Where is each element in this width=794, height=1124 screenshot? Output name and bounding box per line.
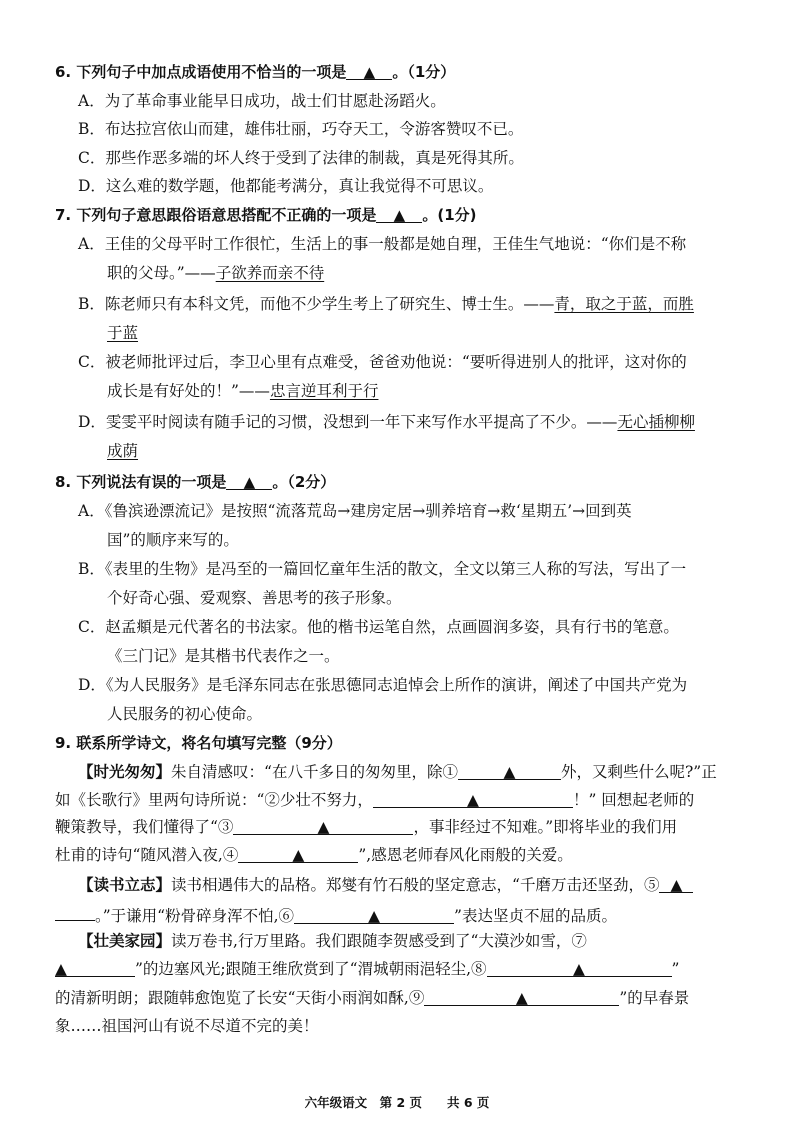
q8-mark: ▲ [243,473,256,491]
q9-blank-9[interactable] [424,988,619,1006]
q9-blank-7[interactable] [55,959,135,977]
q9-p1-line2 [55,790,694,810]
q9-mark-9: ▲ [515,989,528,1007]
q9-blank-6[interactable] [294,906,454,924]
q7-answer-blank[interactable] [376,205,422,223]
page-footer: 六年级语文 第 2 页 共 6 页 [304,1095,490,1110]
q9-blank-5b[interactable] [55,903,95,921]
q9-p3-text5: ”的早春景 [619,989,690,1007]
q9-blank-3[interactable] [233,817,413,835]
q9-p1-text5: 鞭策教导，我们懂得了“③ [55,818,234,836]
q8-option-d-line2: 人民服务的初心使命。 [107,705,263,723]
q7-c-proverb: 忠言逆耳利于行 [269,382,379,400]
q9-mark-3: ▲ [317,818,330,836]
q7-tail: 。(1分) [422,206,477,224]
q9-p3-tag: 【壮美家园】 [78,931,172,950]
q7-stem: 7. 下列句子意思跟俗语意思搭配不正确的一项是 [55,206,377,224]
q6-tail: 。（1分） [392,63,456,81]
q7-option-c-line2 [107,381,378,401]
q8-option-c-line1: C．赵孟頫是元代著名的书法家。他的楷书运笔自然，点画圆润多姿，具有行书的笔意。 [78,618,679,636]
q6-option-d: D．这么难的数学题，他都能考满分，真让我觉得不可思议。 [78,177,494,195]
q6-option-b: B．布达拉宫依山而建，雄伟壮丽，巧夺天工，令游客赞叹不已。 [78,120,524,138]
q7-option-b-line1 [78,294,694,314]
q9-p3-text3: ” [671,960,680,978]
q9-mark-8: ▲ [573,960,585,978]
q9-p1-text2: 外，又剩些什么呢?”正 [560,763,717,781]
q9-p2-text1: 读书相遇伟大的品格。郑燮有竹石般的坚定意志，“千磨万击还坚劲，⑤ [171,876,660,894]
q8-option-d-line1: D．《为人民服务》是毛泽东同志在张思德同志追悼会上所作的演讲，阐述了中国共产党为 [78,676,688,694]
q9-blank-1[interactable] [458,762,561,780]
q9-mark-5: ▲ [670,876,683,894]
q9-p1-text8: ”,感恩老师春风化雨般的关爱。 [358,846,573,864]
q7-option-d-line2 [107,441,138,461]
q6-option-a: A．为了革命事业能早日成功，战士们甘愿赴汤蹈火。 [78,92,446,110]
q9-blank-5a[interactable] [659,875,693,893]
q8-tail: 。（2分） [272,473,336,491]
q7-c-text: 成长是有好处的！”—— [107,382,270,400]
q9-p1-line1 [78,762,717,782]
q8-option-a-line2: 国”的顺序来写的。 [107,531,239,549]
q9-p1-text6: ，事非经过不知难。”即将毕业的我们用 [413,818,678,836]
q8-stem-line [55,472,335,492]
q9-p3-text4: 的清新明朗；跟随韩愈饱览了长安“天街小雨润如酥,⑨ [55,989,425,1007]
q9-mark-4: ▲ [292,846,305,864]
q6-mark: ▲ [363,63,376,81]
q6-stem: 6. 下列句子中加点成语使用不恰当的一项是 [55,63,347,81]
q7-option-a-line2 [107,263,324,283]
q7-d-proverb-cont: 成荫 [107,442,139,460]
q8-stem: 8. 下列说法有误的一项是 [55,473,227,491]
q7-d-text: D．雯雯平时阅读有随手记的习惯，没想到一年下来写作水平提高了不少。—— [78,413,618,431]
q9-p1-tag: 【时光匆匆】 [78,762,172,781]
q7-a-proverb: 子欲养而亲不待 [215,264,325,282]
q8-option-c-line2: 《三门记》是其楷书代表作之一。 [107,647,340,665]
q9-p2-line2 [55,903,617,926]
q7-option-a-line1: A．王佳的父母平时工作很忙，生活上的事一般都是她自理，王佳生气地说：“你们是不称 [78,235,687,253]
q7-b-text: B．陈老师只有本科文凭，而他不少学生考上了研究生、博士生。—— [78,295,555,313]
q9-p3-line2 [55,959,679,979]
q7-option-d-line1 [78,412,695,432]
q9-blank-8[interactable] [487,959,672,977]
q8-option-b-line1: B．《表里的生物》是冯至的一篇回忆童年生活的散文，全文以第三人称的写法，写出了一 [78,560,687,578]
q9-mark-6: ▲ [368,907,380,925]
q8-option-b-line2: 个好奇心强、爱观察、善思考的孩子形象。 [107,589,402,607]
q8-answer-blank[interactable] [226,472,272,490]
q9-p3-text1: 读万卷书,行万里路。我们跟随李贺感受到了“大漠沙如雪，⑦ [171,932,587,950]
q9-p2-text3: ”表达坚贞不屈的品质。 [454,907,617,925]
q7-stem-line [55,205,477,225]
q9-mark-2: ▲ [466,791,479,809]
q7-b-proverb-cont: 于蓝 [107,324,139,342]
q7-a-text: 职的父母。”—— [107,264,216,282]
q7-b-proverb: 青，取之于蓝，而胜 [554,295,694,313]
q6-answer-blank[interactable] [346,62,392,80]
q9-p2-text2: 。”于谦用“粉骨碎身浑不怕,⑥ [95,907,295,925]
q7-mark: ▲ [393,206,406,224]
q9-p3-line4: 象……祖国河山有说不尽道不完的美！ [55,1017,319,1035]
q9-p1-line3 [55,817,677,837]
q9-p2-tag: 【读书立志】 [78,875,172,894]
q9-p3-text2: ”的边塞风光;跟随王维欣赏到了“渭城朝雨浥轻尘,⑧ [135,960,487,978]
q7-d-proverb: 无心插柳柳 [617,413,695,431]
q6-stem-line [55,62,455,82]
q9-p1-text3: 如《长歌行》里两句诗所说：“②少壮不努力， [55,791,373,809]
q9-p3-line1 [78,931,587,951]
q7-option-b-line2 [107,323,138,343]
q9-p1-line4 [55,845,573,865]
q6-option-c: C．那些作恶多端的坏人终于受到了法律的制裁，真是死得其所。 [78,149,524,167]
q9-p1-text7: 杜甫的诗句“随风潜入夜,④ [55,846,239,864]
q9-blank-4[interactable] [238,845,358,863]
q9-p3-line3 [55,988,689,1008]
q7-option-c-line1: C．被老师批评过后，李卫心里有点难受，爸爸劝他说：“要听得进别人的批评，这对你的 [78,353,687,371]
q9-p2-line1 [78,875,693,895]
q9-mark-7: ▲ [55,960,67,978]
q9-p1-text4: ！” 回想起老师的 [572,791,695,809]
q8-option-a-line1: A．《鲁滨逊漂流记》是按照“流落荒岛→建房定居→驯养培育→救‘星期五’→回到英 [78,502,632,520]
q9-p1-text1: 朱自清感叹：“在八千多日的匆匆里，除① [171,763,458,781]
q9-mark-1: ▲ [503,763,516,781]
q9-stem: 9. 联系所学诗文，将名句填写完整（9分） [55,734,342,752]
q9-blank-2[interactable] [373,790,573,808]
